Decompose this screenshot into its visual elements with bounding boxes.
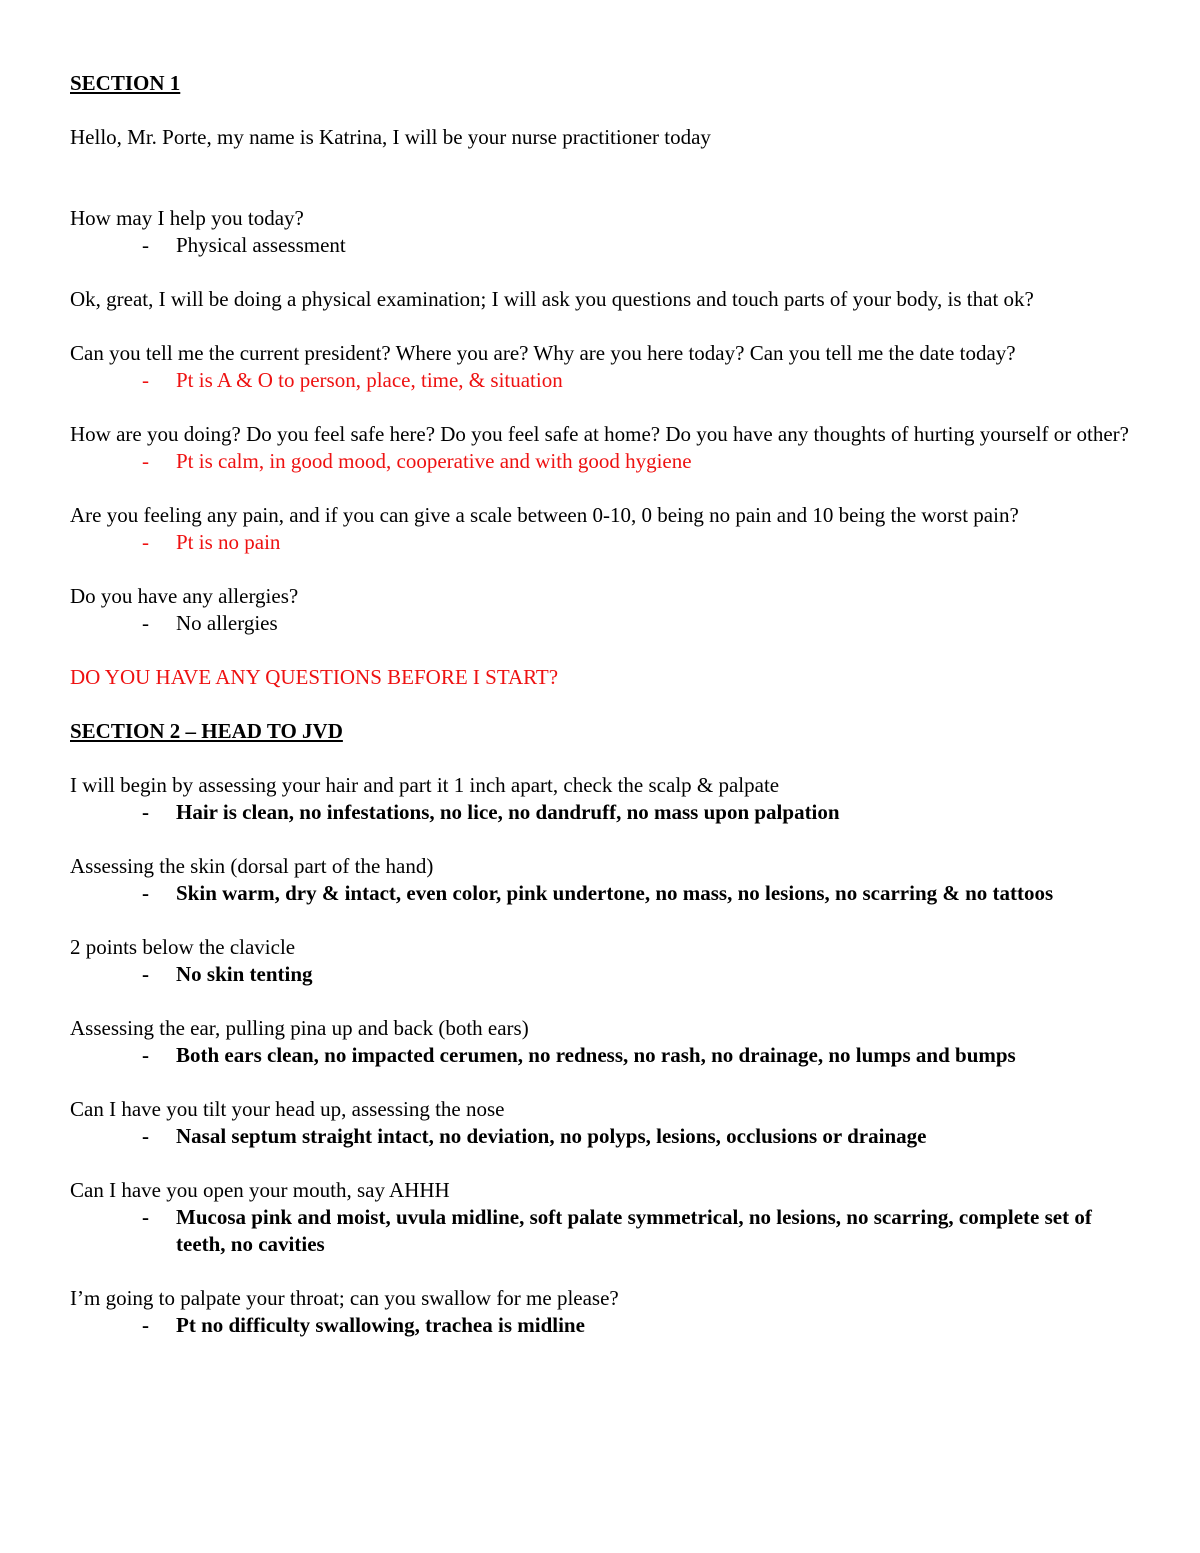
finding-ear: - Both ears clean, no impacted cerumen, no redness, no rash, no drainage, no lumps and bumps xyxy=(142,1043,1016,1067)
answer-orientation: - Pt is A & O to person, place, time, & situation xyxy=(142,368,563,392)
closing-question: DO YOU HAVE ANY QUESTIONS BEFORE I START? xyxy=(70,665,559,689)
prompt-mouth: Can I have you open your mouth, say AHHH xyxy=(70,1178,450,1202)
question-orientation: Can you tell me the current president? Where you are? Why are you here today? Can you tell me the date today? xyxy=(70,341,1016,365)
bullet-dash: - xyxy=(142,368,149,392)
finding-mouth: - Mucosa pink and moist, uvula midline, soft palate symmetrical, no lesions, no scarring, complete set of teeth, no cavities xyxy=(142,1205,1092,1256)
prompt-hair: I will begin by assessing your hair and part it 1 inch apart, check the scalp & palpate xyxy=(70,773,780,797)
prompt-clavicle: 2 points below the clavicle xyxy=(70,935,296,959)
question-pain: Are you feeling any pain, and if you can give a scale between 0-10, 0 being no pain and 10 being the worst pain? xyxy=(70,503,1019,527)
prompt-nose: Can I have you tilt your head up, assessing the nose xyxy=(70,1097,505,1121)
prompt-skin: Assessing the skin (dorsal part of the hand) xyxy=(70,854,434,878)
finding-clavicle: - No skin tenting xyxy=(142,962,313,986)
answer-safety: - Pt is calm, in good mood, cooperative and with good hygiene xyxy=(142,449,692,473)
question-safety: How are you doing? Do you feel safe here? Do you feel safe at home? Do you have any thoughts of hurting yourself or other? xyxy=(70,422,1129,446)
question-consent: Ok, great, I will be doing a physical examination; I will ask you questions and touch parts of your body, is that ok? xyxy=(70,287,1034,311)
bullet-dash: - xyxy=(142,881,149,905)
document-page xyxy=(70,70,1140,1339)
section-2-heading: SECTION 2 – HEAD TO JVD xyxy=(70,719,343,743)
section-1-heading: SECTION 1 xyxy=(70,71,181,95)
bullet-dash: - xyxy=(142,530,149,554)
prompt-ear: Assessing the ear, pulling pina up and back (both ears) xyxy=(70,1016,529,1040)
bullet-dash: - xyxy=(142,800,149,824)
bullet-dash: - xyxy=(142,611,149,635)
bullet-dash: - xyxy=(142,1313,149,1337)
greeting-text: Hello, Mr. Porte, my name is Katrina, I will be your nurse practitioner today xyxy=(70,125,711,149)
finding-skin: - Skin warm, dry & intact, even color, pink undertone, no mass, no lesions, no scarring & no tattoos xyxy=(142,881,1054,905)
bullet-dash: - xyxy=(142,1205,149,1229)
bullet-dash: - xyxy=(142,962,149,986)
finding-throat: - Pt no difficulty swallowing, trachea is midline xyxy=(142,1313,585,1337)
bullet-dash: - xyxy=(142,233,149,257)
prompt-throat: I’m going to palpate your throat; can you swallow for me please? xyxy=(70,1286,619,1310)
bullet-dash: - xyxy=(142,1043,149,1067)
answer-allergies: - No allergies xyxy=(142,611,278,635)
question-allergies: Do you have any allergies? xyxy=(70,584,299,608)
answer-pain: - Pt is no pain xyxy=(142,530,281,554)
question-help: How may I help you today? xyxy=(70,206,304,230)
answer-help: - Physical assessment xyxy=(142,233,346,257)
finding-hair: - Hair is clean, no infestations, no lice, no dandruff, no mass upon palpation xyxy=(142,800,840,824)
bullet-dash: - xyxy=(142,1124,149,1148)
bullet-dash: - xyxy=(142,449,149,473)
finding-nose: - Nasal septum straight intact, no deviation, no polyps, lesions, occlusions or drainage xyxy=(142,1124,927,1148)
